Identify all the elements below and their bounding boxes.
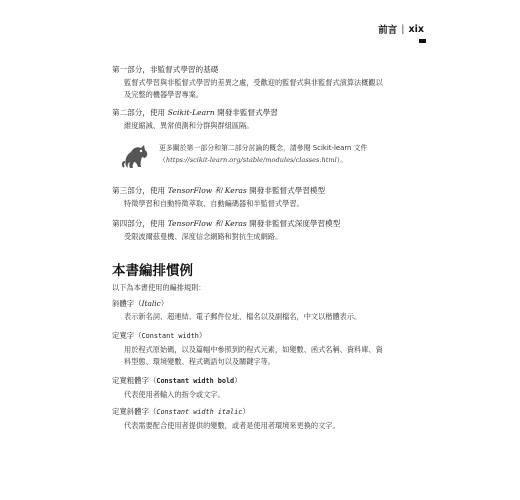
convention-constant-width-italic <box>112 406 430 432</box>
header-marker <box>419 39 426 43</box>
convention-term: 定寬字（Constant width） <box>112 331 207 340</box>
conventions-heading: 本書編排慣例 <box>112 263 193 279</box>
docs-link[interactable]: https://scikit-learn.org/stable/modules/classes.html <box>165 156 337 164</box>
convention-constant-width-bold <box>112 375 430 401</box>
part-2-title: 第二部分，使用 Scikit-Learn 開發非監督式學習 <box>112 108 278 117</box>
header-section: 前言 <box>378 25 398 36</box>
part-1 <box>112 64 430 100</box>
note-text: 更多關於第一部分和第二部分討論的概念，請參閱 Scikit-learn 文件 （https://scikit-learn.org/stable/modules/classes.html）。 <box>159 144 368 164</box>
convention-italic <box>112 298 430 323</box>
part-4 <box>112 218 430 243</box>
part-2 <box>112 107 430 132</box>
part-3-desc: 特徵學習和自動特徵萃取、自動編碼器和半監督式學習。 <box>124 199 304 208</box>
convention-desc: 用於程式原始碼，以及篇幅中參照到的程式元素，如變數、函式名稱、資料庫、資 料型態、環境變數、程式碼語句以及關鍵字等。 <box>124 345 383 366</box>
part-1-title: 第一部分，非監督式學習的基礎 <box>112 65 219 74</box>
convention-constant-width <box>112 330 430 368</box>
convention-desc: 代表需要配合使用者提供的變數，或者是使用者環境來更換的文字。 <box>124 421 340 430</box>
note-callout <box>121 140 421 172</box>
part-2-desc: 維度縮減、異常偵測和分群與群組區隔。 <box>124 121 254 130</box>
convention-term: 定寬粗體字（Constant width bold） <box>112 376 242 385</box>
part-3 <box>112 185 430 210</box>
part-3-title: 第三部分，使用 TensorFlow 和 Keras 開發非監督式學習模型 <box>112 186 326 195</box>
conventions-intro: 以下為本書使用的編排規則： <box>112 283 206 292</box>
convention-term: 斜體字（Italic） <box>112 299 169 308</box>
raccoon-icon <box>121 140 151 172</box>
page-header <box>378 22 424 36</box>
convention-desc: 表示新名詞、超連結、電子郵件位址、檔名以及副檔名，中文以楷體表示。 <box>124 312 362 321</box>
part-4-title: 第四部分，使用 TensorFlow 和 Keras 開發非監督式深度學習模型 <box>112 219 341 228</box>
convention-term: 定寬斜體字（Constant width italic） <box>112 407 250 416</box>
part-1-desc: 監督式學習與非監督式學習的差異之處，受歡迎的監督式與非監督式演算法概觀以 及完整的機器學習專案。 <box>124 78 383 99</box>
header-separator: | <box>401 23 405 35</box>
header-page-number: xix <box>408 23 424 35</box>
part-4-desc: 受限波爾茲曼機、深度信念網路和對抗生成網路。 <box>124 232 283 241</box>
convention-desc: 代表使用者輸入的指令或文字。 <box>124 390 225 399</box>
